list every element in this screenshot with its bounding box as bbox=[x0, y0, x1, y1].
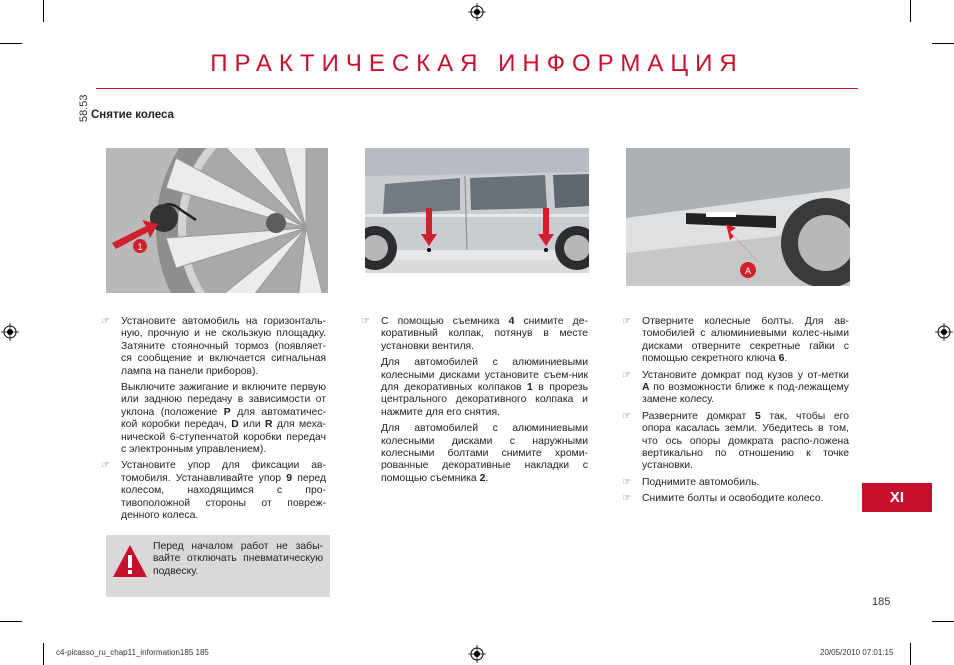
text-column-2 bbox=[361, 316, 588, 489]
jack-point-mark-photo bbox=[626, 148, 850, 286]
hand-pointer-icon: ☞ bbox=[622, 410, 631, 422]
instruction-bullet: ☞ Разверните домкрат 5 так, чтобы его опора касалась земли. Убедитесь в том, что ось опоры домкрата распо-ложена вертикально по отношению к точке установки. bbox=[622, 410, 849, 472]
car-side-jack-points-photo bbox=[365, 148, 589, 273]
hand-pointer-icon: ☞ bbox=[622, 493, 631, 505]
instruction-paragraph: Для автомобилей с алюминиевыми колесными дисками с наружными колесными болтами снимите хроми-рованные декоративные накладки с помощью съемника 2. bbox=[381, 423, 588, 484]
warning-triangle-icon bbox=[112, 543, 148, 579]
crop-mark bbox=[910, 643, 911, 665]
crop-mark bbox=[43, 0, 44, 22]
instruction-bullet: ☞ Установите упор для фиксации ав-томобиля. Устанавливайте упор 9 перед колесом, находящимся с про-тивоположной стороны от повреж-денного колеса. bbox=[101, 460, 327, 522]
warning-text: Перед началом работ не забы-вайте отключать пневматическую подвеску. bbox=[153, 541, 323, 577]
hand-pointer-icon: ☞ bbox=[622, 476, 631, 488]
figure-label-1: 1 bbox=[137, 242, 143, 252]
instruction-bullet: ☞ Отверните колесные болты. Для ав-томобилей с алюминиевыми колес-ными дисками отверните секретные гайки с помощью секретного ключа 6. bbox=[622, 316, 849, 365]
crop-mark bbox=[932, 621, 954, 622]
crop-mark bbox=[910, 0, 911, 22]
instruction-bullet: ☞ Установите автомобиль на горизонталь-ную, прочную и не скользкую площадку. Затяните стояночный тормоз (появляет-ся сообщение и включается сигнальная лампа на панели приборов). bbox=[101, 316, 326, 377]
registration-mark-icon bbox=[1, 323, 19, 341]
registration-mark-icon bbox=[935, 323, 953, 341]
page-number: 185 bbox=[872, 596, 891, 608]
crop-mark bbox=[43, 643, 44, 665]
hand-pointer-icon: ☞ bbox=[361, 316, 370, 327]
hand-pointer-icon: ☞ bbox=[622, 369, 631, 381]
instruction-bullet: ☞ С помощью съемника 4 снимите де-коративный колпак, потянув в месте установки вентиля. bbox=[361, 316, 588, 352]
registration-mark-icon bbox=[468, 3, 486, 21]
warning-box bbox=[106, 535, 330, 597]
title-underline bbox=[96, 88, 858, 89]
crop-mark bbox=[932, 43, 954, 44]
figure-label-a: A bbox=[744, 266, 752, 276]
section-title: Снятие колеса bbox=[91, 109, 174, 121]
footer-file-info: c4-picasso_ru_chap11_information185 185 bbox=[56, 648, 209, 657]
hand-pointer-icon: ☞ bbox=[622, 316, 631, 327]
text-column-3 bbox=[622, 316, 849, 510]
page-title: ПРАКТИЧЕСКАЯ ИНФОРМАЦИЯ bbox=[210, 50, 744, 77]
instruction-paragraph: Для автомобилей с алюминиевыми колесными дисками установите съем-ник для декоративных колпаков 1 в прорезь центрального декоративного колпака и нажмите для его снятия. bbox=[381, 357, 588, 418]
crop-mark bbox=[0, 43, 22, 44]
hand-pointer-icon: ☞ bbox=[101, 460, 110, 472]
instruction-paragraph: Выключите зажигание и включите первую или заднюю передачу в зависимости от уклона (положение P для автоматичес-кой коробки передач, D или R для меха-нической 6-ступенчатой коробки передач с электронным управлением). bbox=[121, 382, 327, 456]
hand-pointer-icon: ☞ bbox=[101, 316, 110, 327]
instruction-bullet: ☞ Снимите болты и освободите колесо. bbox=[622, 493, 824, 505]
instruction-bullet: ☞ Поднимите автомобиль. bbox=[622, 476, 760, 488]
chapter-tab: XI bbox=[862, 483, 932, 512]
instruction-bullet: ☞ Установите домкрат под кузов у от-метки A по возможности ближе к под-лежащему замене колесу. bbox=[622, 369, 849, 406]
registration-mark-icon bbox=[468, 645, 486, 663]
crop-mark bbox=[0, 621, 22, 622]
wheel-cap-removal-photo bbox=[106, 148, 328, 293]
footer-timestamp: 20/05/2010 07:01:15 bbox=[820, 648, 894, 657]
section-code: 58.53 bbox=[78, 94, 90, 122]
text-column-1 bbox=[101, 316, 327, 527]
